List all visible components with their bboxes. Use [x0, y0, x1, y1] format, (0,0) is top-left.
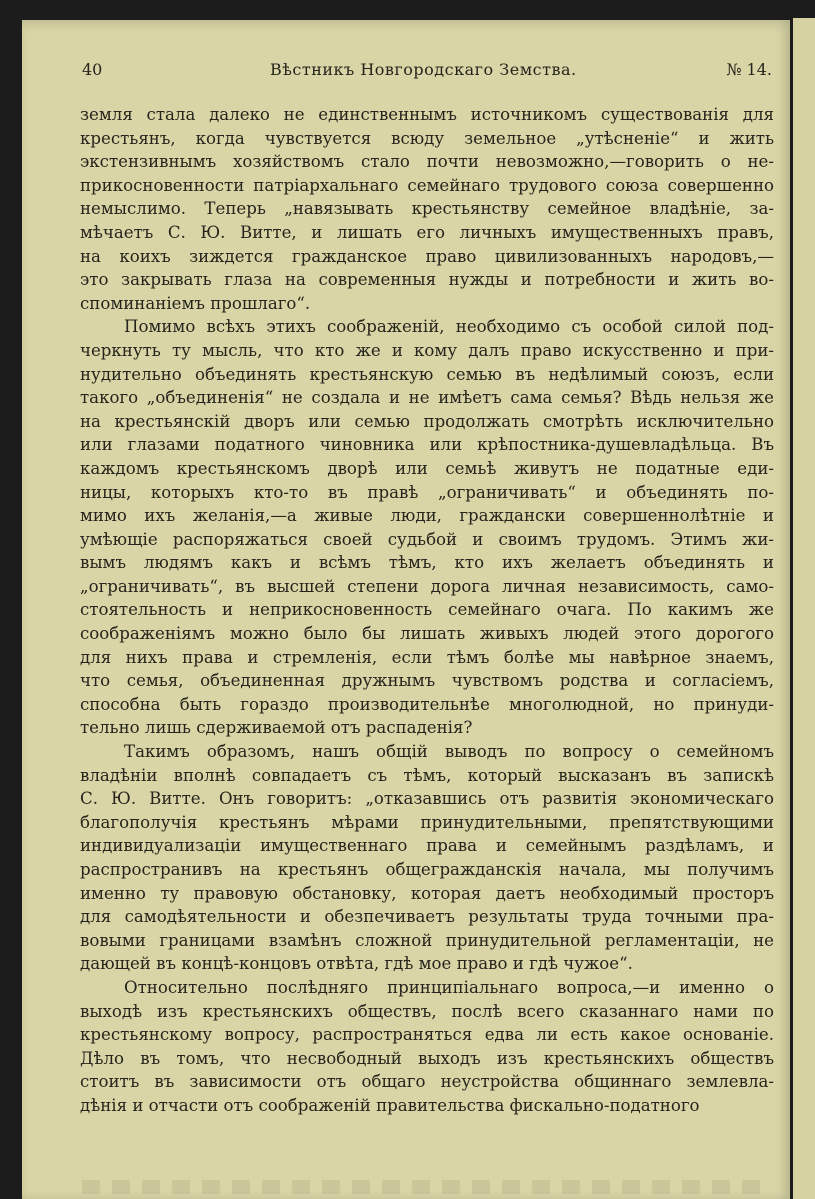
- text-line: мимо ихъ желанія,—а живые люди, граждански совершеннолѣтніе и: [80, 506, 774, 526]
- text-line: стоятельность и неприкосновенность семейнаго очага. По какимъ же: [80, 600, 774, 620]
- text-line: способна быть гораздо производительнѣе многолюдной, но принуди-: [80, 694, 774, 714]
- journal-title: Вѣстникъ Новгородскаго Земства.: [270, 60, 577, 79]
- text-line: для нихъ права и стремленія, если тѣмъ болѣе мы навѣрное знаемъ,: [80, 647, 774, 667]
- text-line: для самодѣятельности и обезпечиваетъ результаты труда точными пра-: [80, 907, 774, 927]
- document-page: [22, 20, 790, 1199]
- body-text: [80, 103, 774, 1118]
- text-line: владѣніи вполнѣ совпадаетъ съ тѣмъ, который высказанъ въ запискѣ: [80, 765, 774, 785]
- issue-number: № 14.: [726, 60, 772, 79]
- text-line: на коихъ зиждется гражданское право цивилизованныхъ народовъ,—: [80, 246, 774, 266]
- text-line: дающей въ концѣ-концовъ отвѣта, гдѣ мое право и гдѣ чужое“.: [80, 954, 633, 974]
- text-line: вовыми границами взамѣнъ сложной принудительной регламентаціи, не: [80, 930, 774, 950]
- text-line: мѣчаетъ С. Ю. Витте, и лишать его личныхъ имущественныхъ правъ,: [80, 222, 774, 242]
- page-number: 40: [82, 60, 103, 79]
- text-line: благополучія крестьянъ мѣрами принудительными, препятствующими: [80, 812, 774, 832]
- text-line: тельно лишь сдерживаемой отъ распаденія?: [80, 718, 473, 738]
- text-line: черкнуть ту мысль, что кто же и кому далъ право искусственно и при-: [80, 340, 774, 360]
- text-line: экстензивнымъ хозяйствомъ стало почти невозможно,—говорить о не-: [80, 152, 774, 172]
- text-line: крестьянскому вопросу, распространяться едва ли есть какое основаніе.: [80, 1025, 774, 1045]
- text-line: каждомъ крестьянскомъ дворѣ или семьѣ живутъ не податные еди-: [80, 458, 774, 478]
- text-line: С. Ю. Витте. Онъ говоритъ: „отказавшись отъ развитія экономическаго: [80, 789, 774, 809]
- text-line: распространивъ на крестьянъ общегражданскія начала, мы получимъ: [80, 860, 774, 879]
- text-line: именно ту правовую обстановку, которая даетъ необходимый просторъ: [80, 883, 774, 903]
- text-line: или глазами податного чиновника или крѣпостника-душевладѣльца. Въ: [80, 435, 774, 455]
- text-line: Относительно послѣдняго принципіальнаго вопроса,—и именно о: [124, 977, 774, 997]
- text-line: немыслимо. Теперь „навязывать крестьянству семейное владѣніе, за-: [80, 199, 774, 219]
- text-line: прикосновенности патріархальнаго семейнаго трудового союза совершенно: [80, 175, 774, 195]
- text-line: крестьянъ, когда чувствуется всюду земельное „утѣсненіе“ и жить: [80, 128, 774, 148]
- text-line: стоитъ въ зависимости отъ общаго неустройства общиннаго землевла-: [80, 1072, 774, 1092]
- text-line: споминаніемъ прошлаго“.: [80, 293, 311, 313]
- text-line: индивидуализаціи имущественнаго права и семейнымъ раздѣламъ, и: [80, 836, 774, 856]
- text-line: Помимо всѣхъ этихъ соображеній, необходимо съ особой силой под-: [124, 317, 774, 337]
- text-line: Дѣло въ томъ, что несвободный выходъ изъ крестьянскихъ обществъ: [80, 1048, 774, 1068]
- text-line: „ограничивать“, въ высшей степени дорога личная независимость, само-: [80, 576, 774, 596]
- text-line: соображеніямъ можно было бы лишать живыхъ людей этого дорогого: [80, 624, 774, 644]
- text-line: земля стала далеко не единственнымъ источникомъ существованія для: [80, 105, 774, 124]
- text-line: вымъ людямъ какъ и всѣмъ тѣмъ, кто ихъ желаетъ объединять и: [80, 553, 774, 573]
- text-line: Такимъ образомъ, нашъ общій выводъ по вопросу о семейномъ: [124, 742, 774, 762]
- text-line: это закрывать глаза на современныя нужды и потребности и жить во-: [80, 270, 774, 290]
- text-line: умѣющіе распоряжаться своей судьбой и своимъ трудомъ. Этимъ жи-: [80, 529, 774, 549]
- adjacent-page-edge: [793, 18, 815, 1199]
- text-line: выходѣ изъ крестьянскихъ обществъ, послѣ всего сказаннаго нами по: [80, 1001, 774, 1021]
- text-line: нудительно объединять крестьянскую семью въ недѣлимый союзъ, если: [80, 364, 774, 384]
- text-line: ницы, которыхъ кто-то въ правѣ „ограничивать“ и объединять по-: [80, 482, 774, 502]
- text-line: дѣнія и отчасти отъ соображеній правительства фискально-податного: [80, 1095, 700, 1115]
- running-header: [82, 60, 772, 90]
- text-line: что семья, объединенная дружнымъ чувствомъ родства и согласіемъ,: [80, 671, 774, 691]
- text-line: на крестьянскій дворъ или семью продолжать смотрѣть исключительно: [80, 411, 774, 431]
- text-line: такого „объединенія“ не создала и не имѣетъ сама семья? Вѣдь нельзя же: [80, 388, 774, 408]
- bleed-through-text: [82, 1180, 772, 1194]
